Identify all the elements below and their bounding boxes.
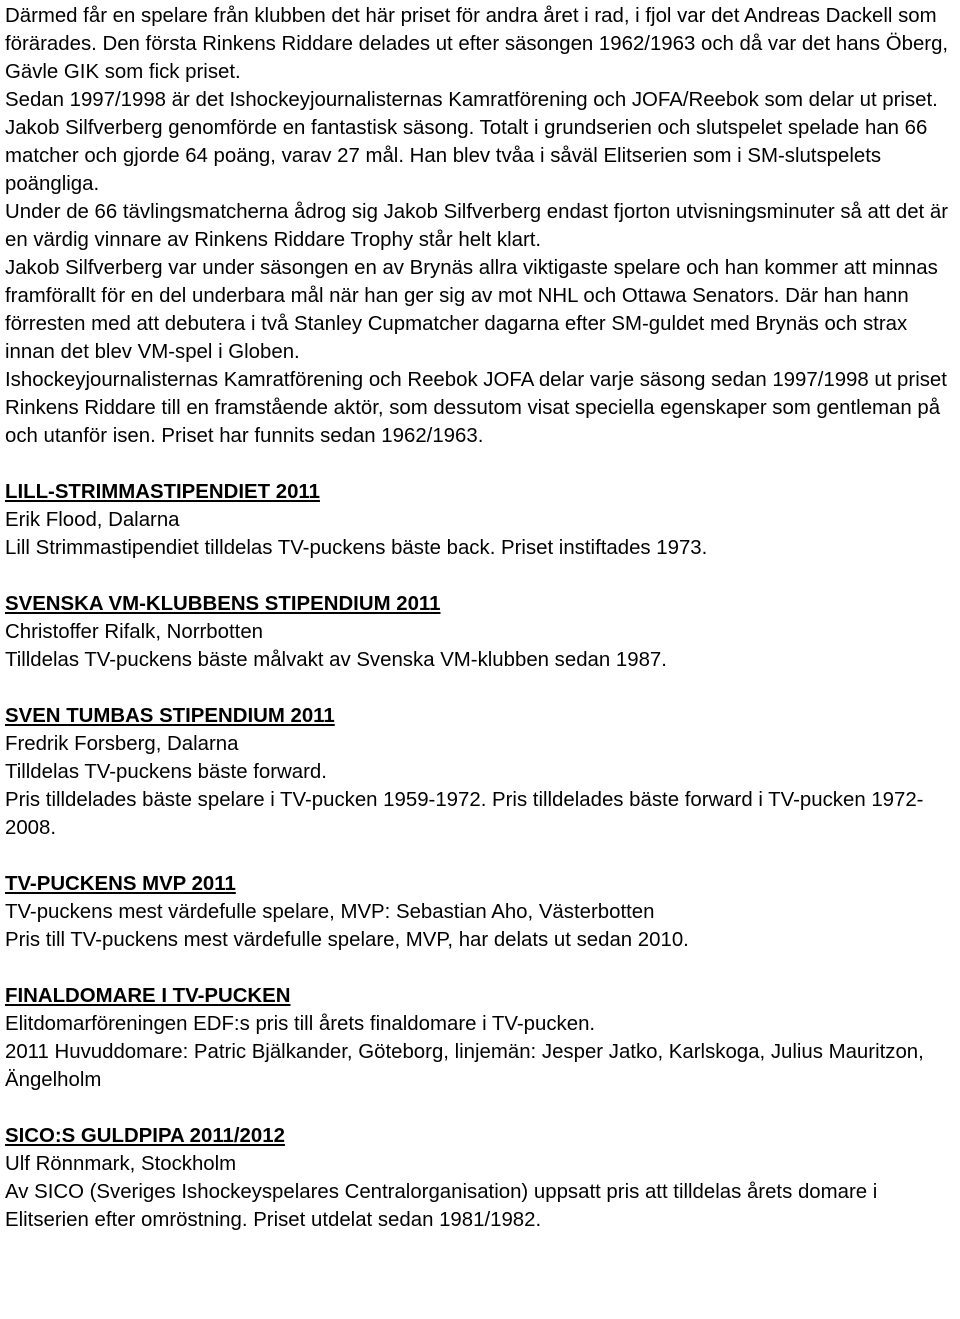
section-line: Christoffer Rifalk, Norrbotten [5,621,263,643]
section-heading: SICO:S GULDPIPA 2011/2012 [5,1125,285,1147]
award-section-sico-guldpipa [5,1122,960,1234]
award-section-vm-klubben [5,590,960,674]
section-heading: FINALDOMARE I TV-PUCKEN [5,985,291,1007]
section-line: Av SICO (Sveriges Ishockeyspelares Centralorganisation) uppsatt pris att tilldelas årets domare i Elitserien efter omröstning. Priset utdelat sedan 1981/1982. [5,1181,878,1231]
section-heading: LILL-STRIMMASTIPENDIET 2011 [5,481,320,503]
intro-text [5,2,960,450]
award-section-finaldomare [5,982,960,1094]
section-line: Pris tilldelades bäste spelare i TV-pucken 1959-1972. Pris tilldelades bäste forward i TV-pucken 1972-2008. [5,789,924,839]
section-line: Elitdomarföreningen EDF:s pris till årets finaldomare i TV-pucken. [5,1013,596,1035]
award-section-lill-strimma [5,478,960,562]
section-heading: SVENSKA VM-KLUBBENS STIPENDIUM 2011 [5,593,441,615]
paragraph: Därmed får en spelare från klubben det här priset för andra året i rad, i fjol var det Andreas Dackell som förärades. Den första Rinkens Riddare delades ut efter säsongen 1962/1963 och då var det hans Öberg, Gävle GIK som fick priset. [5,5,949,83]
paragraph: Jakob Silfverberg genomförde en fantastisk säsong. Totalt i grundserien och slutspelet spelade han 66 matcher och gjorde 64 poäng, varav 27 mål. Han blev tvåa i såväl Elitserien som i SM-slutspelets poängliga. [5,117,928,195]
section-line: TV-puckens mest värdefulle spelare, MVP: Sebastian Aho, Västerbotten [5,901,655,923]
section-line: Pris till TV-puckens mest värdefulle spelare, MVP, har delats ut sedan 2010. [5,929,689,951]
section-line: Tilldelas TV-puckens bäste målvakt av Svenska VM-klubben sedan 1987. [5,649,667,671]
section-line: Ulf Rönnmark, Stockholm [5,1153,237,1175]
paragraph: Ishockeyjournalisternas Kamratförening och Reebok JOFA delar varje säsong sedan 1997/1998 ut priset Rinkens Riddare till en framstående aktör, som dessutom visat speciella egenskaper som gentleman på och utanför isen. Priset har funnits sedan 1962/1963. [5,369,947,447]
section-line: Erik Flood, Dalarna [5,509,180,531]
section-heading: TV-PUCKENS MVP 2011 [5,873,236,895]
section-line: Tilldelas TV-puckens bäste forward. [5,761,327,783]
award-section-tv-puckens-mvp [5,870,960,954]
section-line: Lill Strimmastipendiet tilldelas TV-puckens bäste back. Priset instiftades 1973. [5,537,708,559]
award-section-sven-tumba [5,702,960,842]
paragraph: Jakob Silfverberg var under säsongen en av Brynäs allra viktigaste spelare och han kommer att minnas framförallt för en del underbara mål när han ger sig av mot NHL och Ottawa Senators. Där han hann förresten med att debutera i två Stanley Cupmatcher dagarna efter SM-guldet med Brynäs och strax innan det blev VM-spel i Globen. [5,257,938,363]
section-heading: SVEN TUMBAS STIPENDIUM 2011 [5,705,335,727]
paragraph: Under de 66 tävlingsmatcherna ådrog sig Jakob Silfverberg endast fjorton utvisningsminuter så att det är en värdig vinnare av Rinkens Riddare Trophy står helt klart. [5,201,949,251]
paragraph: Sedan 1997/1998 är det Ishockeyjournalisternas Kamratförening och JOFA/Reebok som delar ut priset. [5,89,938,111]
section-line: 2011 Huvuddomare: Patric Bjälkander, Göteborg, linjemän: Jesper Jatko, Karlskoga, Julius Mauritzon, Ängelholm [5,1041,924,1091]
section-line: Fredrik Forsberg, Dalarna [5,733,239,755]
